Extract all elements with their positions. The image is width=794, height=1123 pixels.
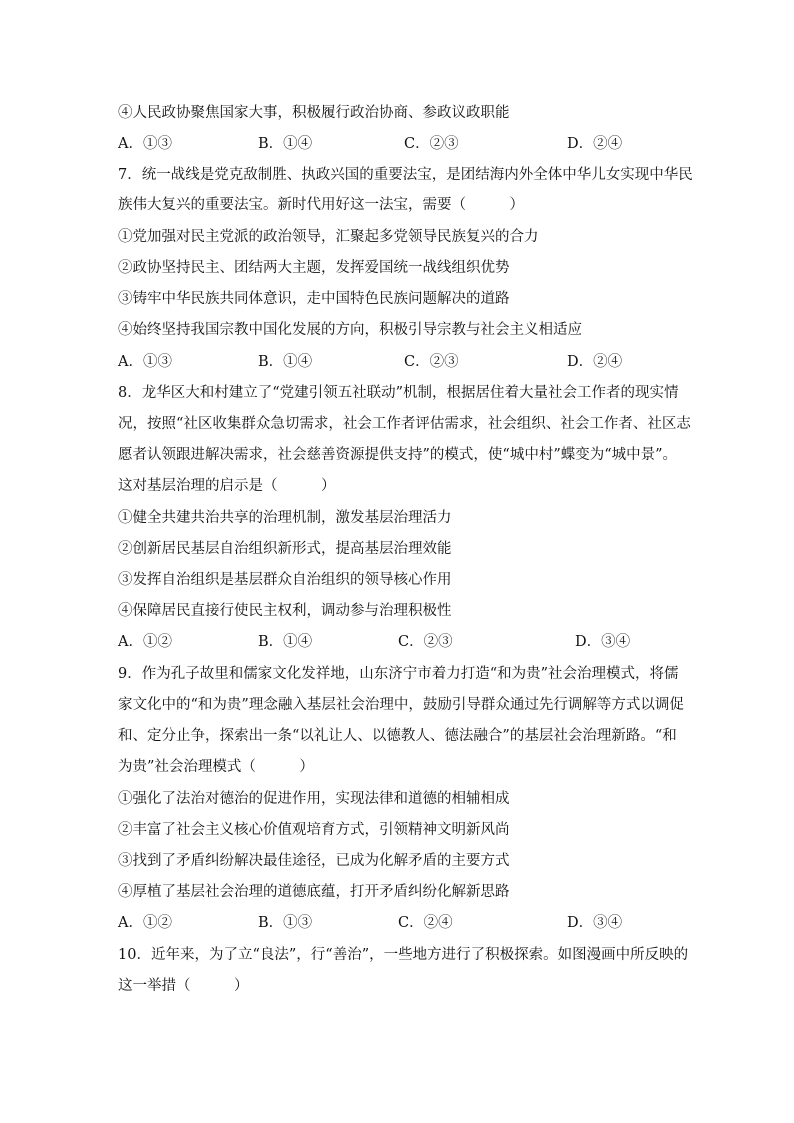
q7-option-c[interactable]: C．②③ [404,354,459,370]
q7-statement-1: ①党加强对民主党派的政治领导，汇聚起多党领导民族复兴的合力 [118,229,539,245]
q7-option-b[interactable]: B．①④ [258,354,313,370]
q9-statement-4: ④厚植了基层社会治理的道德底蕴，打开矛盾纠纷化解新思路 [118,884,510,900]
q7-stem-line-2: 族伟大复兴的重要法宝。新时代用好这一法宝，需要（ ） [118,197,524,213]
q8-stem-line-2: 况，按照“社区收集群众急切需求，社会工作者评估需求，社会组织、社会工作者、社区志 [118,416,691,432]
q9-option-a[interactable]: A．①② [118,915,172,931]
q6-option-a[interactable]: A．①③ [118,136,172,152]
q8-statement-1: ①健全共建共治共享的治理机制，激发基层治理活力 [118,510,452,526]
q7-statement-2: ②政协坚持民主、团结两大主题，发挥爱国统一战线组织优势 [118,260,510,276]
q9-stem-line-4: 为贵”社会治理模式（ ） [118,759,314,775]
q8-option-c[interactable]: C．②③ [398,634,453,650]
q8-stem-line-4: 这对基层治理的启示是（ ） [118,478,336,494]
q6-options [118,134,678,154]
q7-option-a[interactable]: A．①③ [118,354,172,370]
q8-stem-line-3: 愿者认领跟进解决需求，社会慈善资源提供支持”的模式，使“城中村”蝶变为“城中景”。 [118,447,678,463]
q8-option-b[interactable]: B．①④ [258,634,313,650]
q9-option-b[interactable]: B．①③ [258,915,313,931]
q9-stem-line-3: 和、定分止争，探索出一条“以礼让人、以德教人、德法融合”的基层社会治理新路。“和 [118,728,677,744]
q10-stem-line-2: 这一举措（ ） [118,978,249,994]
q8-statement-4: ④保障居民直接行使民主权利，调动参与治理积极性 [118,603,452,619]
q8-statement-2: ②创新居民基层自治组织新形式，提高基层治理效能 [118,541,452,557]
q6-option-b[interactable]: B．①④ [258,136,313,152]
q6-statement-4: ④人民政协聚焦国家大事，积极履行政治协商、参政议政职能 [118,105,510,121]
q8-statement-3: ③发挥自治组织是基层群众自治组织的领导核心作用 [118,572,452,588]
q9-statement-1: ①强化了法治对德治的促进作用，实现法律和道德的相辅相成 [118,791,510,807]
q10-stem-line-1: 10．近年来，为了立“良法”，行“善治”，一些地方进行了积极探索。如图漫画中所反映的 [118,947,689,963]
q8-option-d[interactable]: D．③④ [575,634,631,650]
q7-options [118,352,678,372]
q9-statement-2: ②丰富了社会主义核心价值观培育方式，引领精神文明新风尚 [118,822,510,838]
q9-stem-line-2: 家文化中的“和为贵”理念融入基层社会治理中，鼓励引导群众通过先行调解等方式以调促 [118,697,684,713]
q7-option-d[interactable]: D．②④ [567,354,623,370]
q7-stem-line-1: 7．统一战线是党克敌制胜、执政兴国的重要法宝，是团结海内外全体中华儿女实现中华民 [118,167,693,183]
q9-stem-line-1: 9．作为孔子故里和儒家文化发祥地，山东济宁市着力打造“和为贵”社会治理模式，将儒 [118,666,679,682]
q9-options [118,913,678,933]
q6-option-c[interactable]: C．②③ [404,136,459,152]
q8-stem-line-1: 8．龙华区大和村建立了“党建引领五社联动”机制，根据居住着大量社会工作者的现实情 [118,385,679,401]
q8-options [118,632,678,652]
q7-statement-4: ④始终坚持我国宗教中国化发展的方向，积极引导宗教与社会主义相适应 [118,322,582,338]
q9-option-d[interactable]: D．③④ [567,915,623,931]
q9-statement-3: ③找到了矛盾纠纷解决最佳途径，已成为化解矛盾的主要方式 [118,853,510,869]
q8-option-a[interactable]: A．①② [118,634,172,650]
q7-statement-3: ③铸牢中华民族共同体意识，走中国特色民族问题解决的道路 [118,291,510,307]
q6-option-d[interactable]: D．②④ [567,136,623,152]
q9-option-c[interactable]: C．②④ [398,915,453,931]
